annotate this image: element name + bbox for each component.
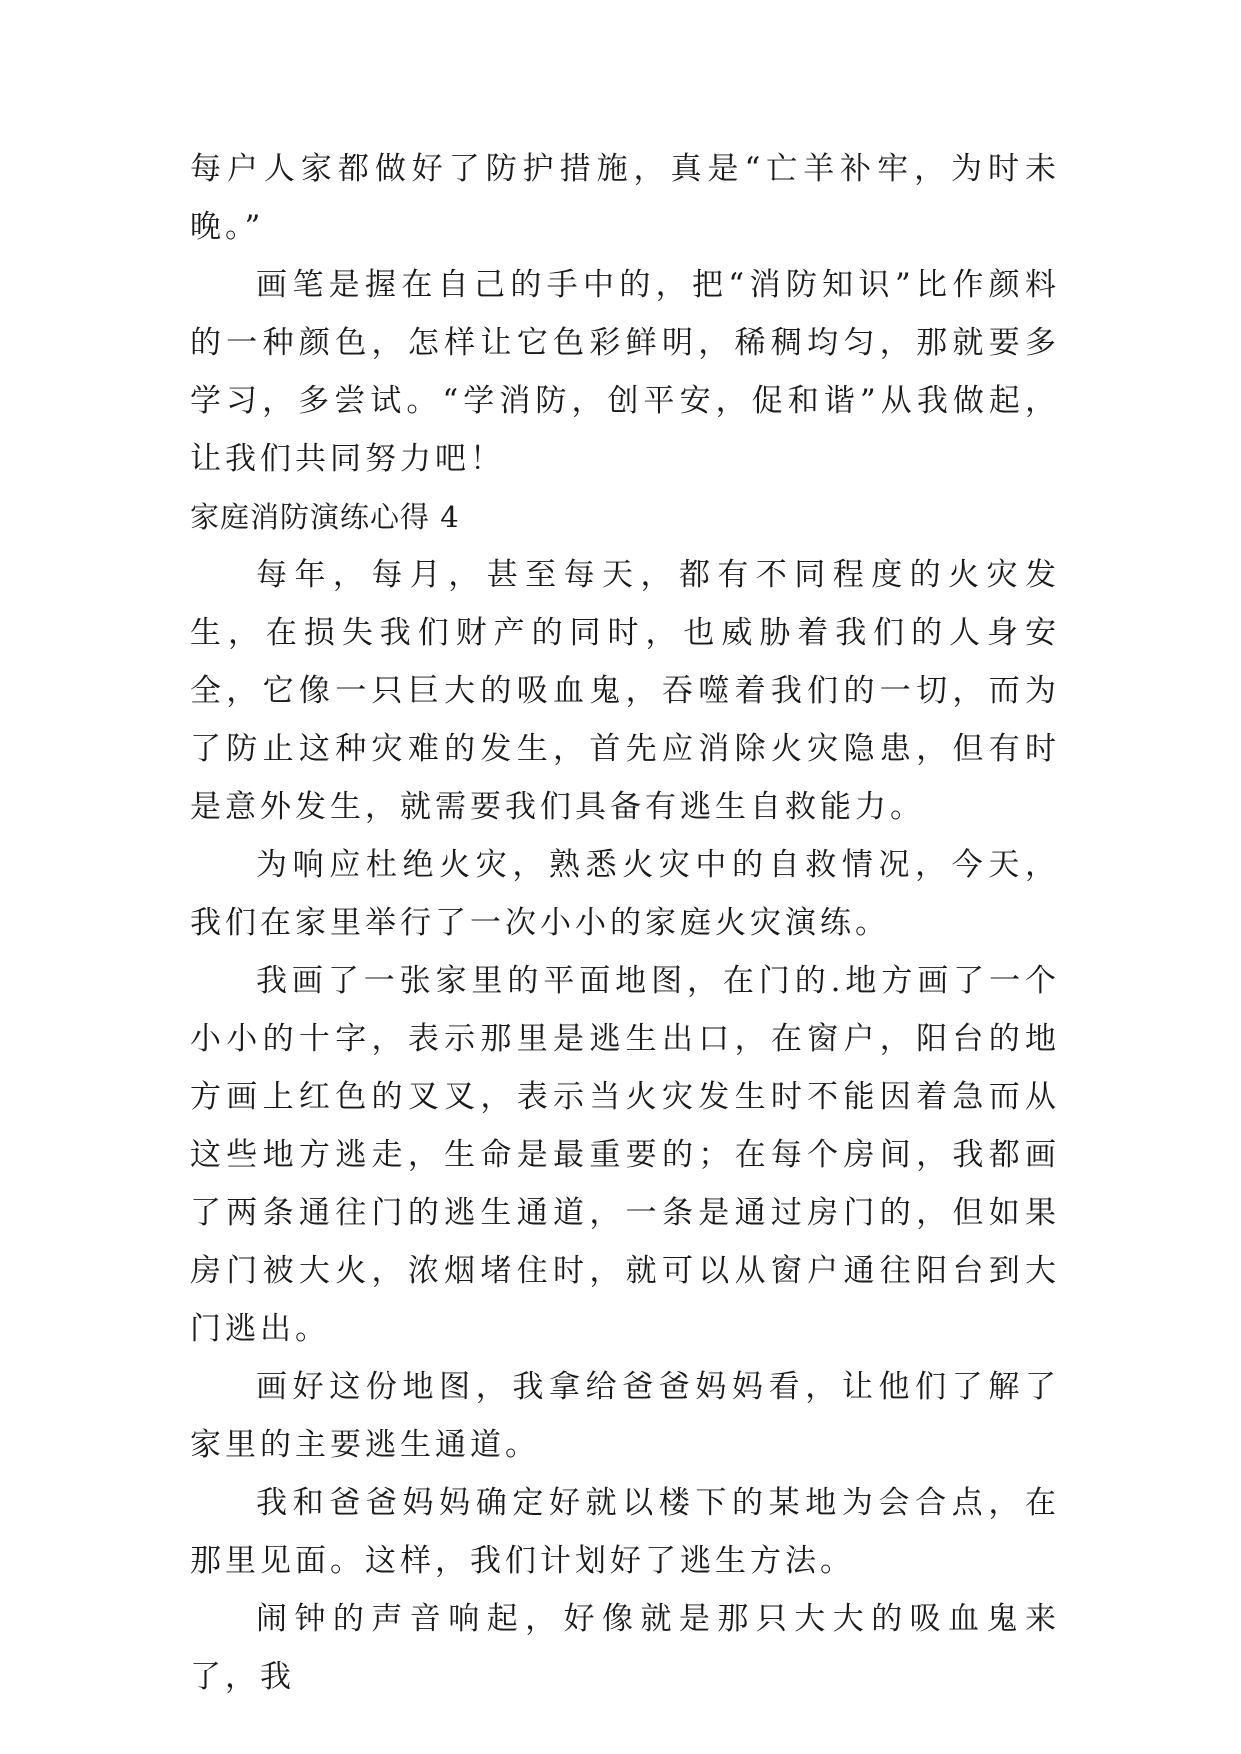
paragraph-alarm: 闹钟的声音响起，好像就是那只大大的吸血鬼来了，我 xyxy=(190,1601,1060,1695)
section-heading: 家庭消防演练心得 4 xyxy=(190,500,460,534)
paragraph-home-drill: 为响应杜绝火灾，熟悉火灾中的自救情况，今天，我们在家里举行了一次小小的家庭火灾演练。 xyxy=(190,847,1060,941)
paragraph-show-parents: 画好这份地图，我拿给爸爸妈妈看，让他们了解了家里的主要逃生通道。 xyxy=(190,1369,1060,1463)
paragraph-continuation: 每户人家都做好了防护措施，真是“亡羊补牢，为时未晚。” xyxy=(190,151,1060,245)
paragraph-fire-knowledge: 画笔是握在自己的手中的，把“消防知识”比作颜料的一种颜色，怎样让它色彩鲜明，稀稠均匀，那就要多学习，多尝试。“学消防，创平安，促和谐”从我做起，让我们共同努力吧！ xyxy=(190,267,1060,477)
paragraph-floor-map: 我画了一张家里的平面地图，在门的.地方画了一个小小的十字，表示那里是逃生出口，在窗户，阳台的地方画上红色的叉叉，表示当火灾发生时不能因着急而从这些地方逃走，生命是最重要的；在每个房间，我都画了两条通往门的逃生通道，一条是通过房门的，但如果房门被大火，浓烟堵住时，就可以从窗户通往阳台到大门逃出。 xyxy=(190,963,1060,1347)
paragraph-meeting-point: 我和爸爸妈妈确定好就以楼下的某地为会合点，在那里见面。这样，我们计划好了逃生方法。 xyxy=(190,1485,1060,1579)
document-page xyxy=(190,140,1060,1706)
paragraph-fire-danger: 每年，每月，甚至每天，都有不同程度的火灾发生，在损失我们财产的同时，也威胁着我们的人身安全，它像一只巨大的吸血鬼，吞噬着我们的一切，而为了防止这种灾难的发生，首先应消除火灾隐患，但有时是意外发生，就需要我们具备有逃生自救能力。 xyxy=(190,557,1060,825)
